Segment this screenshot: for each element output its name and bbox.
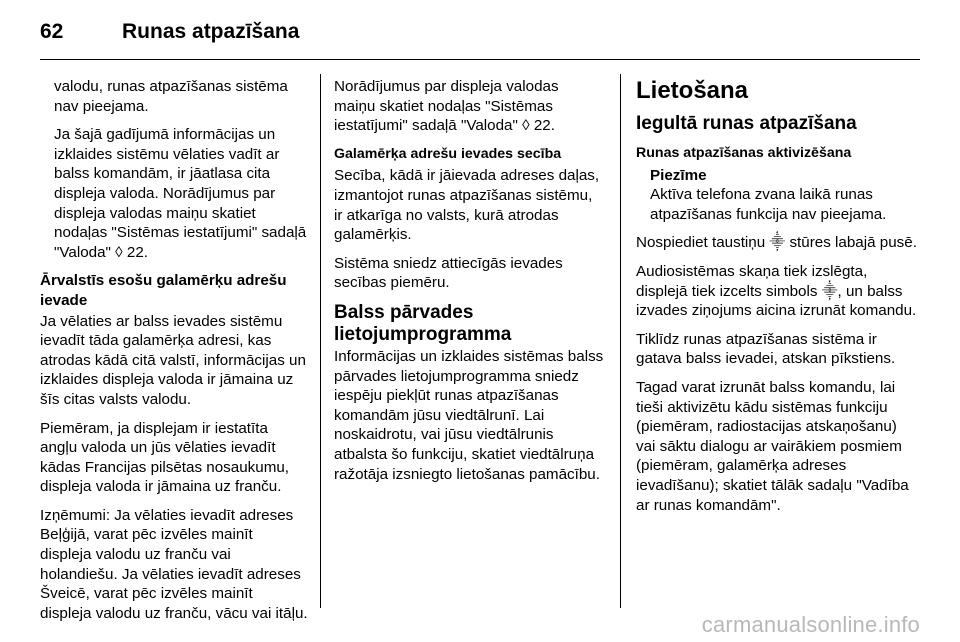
paragraph: Nospiediet taustiņu ⸎ stūres labajā pusē. bbox=[636, 234, 917, 252]
paragraph: Informācijas un izklaides sistēmas balss pārvades lietojumprogramma sniedz iespēju piekļūt runas atpazīšanas komandām jūsu viedtālrunī. Lai noskaidrotu, vai jūsu viedtālrunis atbalsta šo funkciju, skatiet viedtālruņa ražotāja izsniegto lietošanas pamācību. bbox=[334, 347, 604, 483]
section-heading: Ārvalstīs esošu galamērķu adrešu ievade bbox=[40, 272, 287, 309]
paragraph: Tagad varat izrunāt balss komandu, lai tieši aktivizētu kādu sistēmas funkciju (piemēram, radiostacijas atskaņošanu) vai sāktu dialogu ar vairākiem posmiem (piemēram, galamērķa adreses ievadīšanu); skatiet tālāk sadaļu "Vadība ar runas komandām". bbox=[636, 378, 909, 514]
column-middle bbox=[334, 77, 604, 493]
page-header bbox=[40, 20, 920, 62]
paragraph: Audiosistēmas skaņa tiek izslēgta, displejā tiek izcelts simbols ⸎, un balss izvades ziņojums aicina izrunāt komandu. bbox=[636, 262, 917, 320]
paragraph: Ja šajā gadījumā informācijas un izklaides sistēmu vēlaties vadīt ar balss komandām, ir jāatlasa cita displeja valoda. Norādījumus par displeja valodas maiņu skatiet nodaļas "Sistēmas iestatījumi" sadaļā "Valoda" ◊ 22. bbox=[54, 126, 307, 261]
paragraph: Norādījumus par displeja valodas maiņu skatiet nodaļas "Sistēmas iestatījumi" sadaļā "Valoda" ◊ 22. bbox=[334, 78, 559, 135]
chapter-heading: Lietošana bbox=[636, 77, 749, 104]
paragraph: Izņēmumi: Ja vēlaties ievadīt adreses Beļģijā, varat pēc izvēles mainīt displeja valodu uz franču vai holandiešu. Ja vēlaties ievadīt adreses Šveicē, varat pēc izvēles mainīt displeja valodu uz franču, vācu vai itāļu. bbox=[40, 506, 308, 622]
paragraph: valodu, runas atpazīšanas sistēma nav pieejama. bbox=[54, 78, 288, 115]
section-heading: Balss pārvades lietojumprogramma bbox=[334, 301, 512, 345]
column-divider-left bbox=[320, 74, 321, 608]
column-divider-right bbox=[620, 74, 621, 608]
paragraph: Sistēma sniedz attiecīgās ievades secības piemēru. bbox=[334, 254, 563, 292]
paragraph: Piemēram, ja displejam ir iestatīta angļu valoda un jūs vēlaties ievadīt kādas Francijas pilsētas nosaukumu, displeja valoda ir jāmaina uz franču. bbox=[40, 419, 290, 496]
header-divider bbox=[40, 59, 920, 60]
note-title: Piezīme bbox=[650, 166, 707, 184]
note-box bbox=[636, 166, 920, 225]
note-text: Aktīva telefona zvana laikā runas atpazīšanas funkcija nav pieejama. bbox=[650, 186, 887, 223]
column-left bbox=[40, 77, 308, 632]
section-heading: Iegultā runas atpazīšana bbox=[636, 113, 857, 134]
watermark-text: carmanualsonline.info bbox=[701, 612, 920, 637]
paragraph: Secība, kādā ir jāievada adreses daļas, izmantojot runas atpazīšanas sistēmu, ir atkarīga no valsts, kurā atrodas galamērķis. bbox=[334, 167, 600, 244]
paragraph: Tiklīdz runas atpazīšanas sistēma ir gatava balss ievadei, atskan pīkstiens. bbox=[636, 330, 896, 368]
page-number: 62 bbox=[40, 20, 64, 43]
section-heading: Galamērķa adrešu ievades secība bbox=[334, 145, 562, 162]
paragraph: Ja vēlaties ar balss ievades sistēmu ievadīt tāda galamērķa adresi, kas atrodas kādā citā valstī, informācijas un izklaides displeja valoda ir jāmaina uz šīs citas valsts valodu. bbox=[40, 312, 306, 408]
column-right bbox=[636, 77, 920, 524]
subsection-heading: Runas atpazīšanas aktivizēšana bbox=[636, 145, 852, 161]
page-title: Runas atpazīšana bbox=[122, 20, 300, 43]
